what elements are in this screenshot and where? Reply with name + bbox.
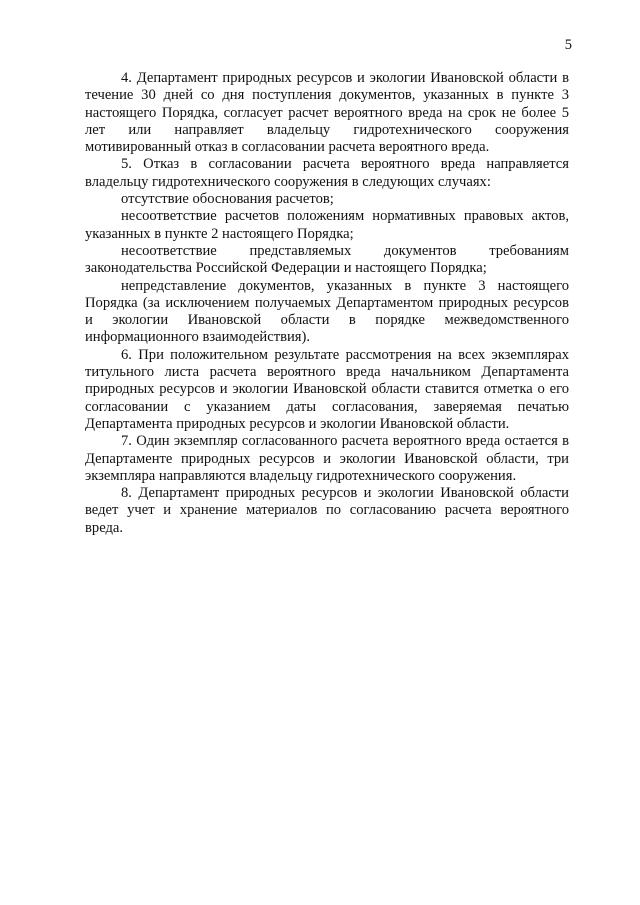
paragraph-5-case-2: несоответствие расчетов положениям нормативных правовых актов, указанных в пункте 2 настоящего Порядка; xyxy=(85,208,569,242)
document-body xyxy=(85,70,569,537)
page-number: 5 xyxy=(564,37,572,53)
paragraph-8: 8. Департамент природных ресурсов и экологии Ивановской области ведет учет и хранение материалов по согласованию расчета вероятного вреда. xyxy=(85,485,569,536)
paragraph-7: 7. Один экземпляр согласованного расчета вероятного вреда остается в Департаменте природных ресурсов и экологии Ивановской области, три экземпляра направляются владельцу гидротехнического сооружения. xyxy=(85,433,569,484)
paragraph-5-case-3: несоответствие представляемых документов требованиям законодательства Российской Федерации и настоящего Порядка; xyxy=(85,242,569,277)
paragraph-5-case-4: непредставление документов, указанных в пункте 3 настоящего Порядка (за исключением получаемых Департаментом природных ресурсов и экологии Ивановской области в порядке межведомственного информационного взаимодействия). xyxy=(85,277,569,346)
paragraph-4: 4. Департамент природных ресурсов и экологии Ивановской области в течение 30 дней со дня поступления документов, указанных в пункте 3 настоящего Порядка, согласует расчет вероятного вреда на срок не более 5 лет или направляет владельцу гидротехнического сооружения мотивированный отказ в согласовании расчета вероятного вреда. xyxy=(85,70,569,156)
paragraph-5-case-1: отсутствие обоснования расчетов; xyxy=(121,191,334,208)
paragraph-5: 5. Отказ в согласовании расчета вероятного вреда направляется владельцу гидротехнического сооружения в следующих случаях: xyxy=(85,156,569,190)
paragraph-6: 6. При положительном результате рассмотрения на всех экземплярах титульного листа расчета вероятного вреда начальником Департамента природных ресурсов и экологии Ивановской области ставится отметка о его согласовании с указанием даты согласования, заверяемая печатью Департамента природных ресурсов и экологии Ивановской области. xyxy=(85,346,569,432)
